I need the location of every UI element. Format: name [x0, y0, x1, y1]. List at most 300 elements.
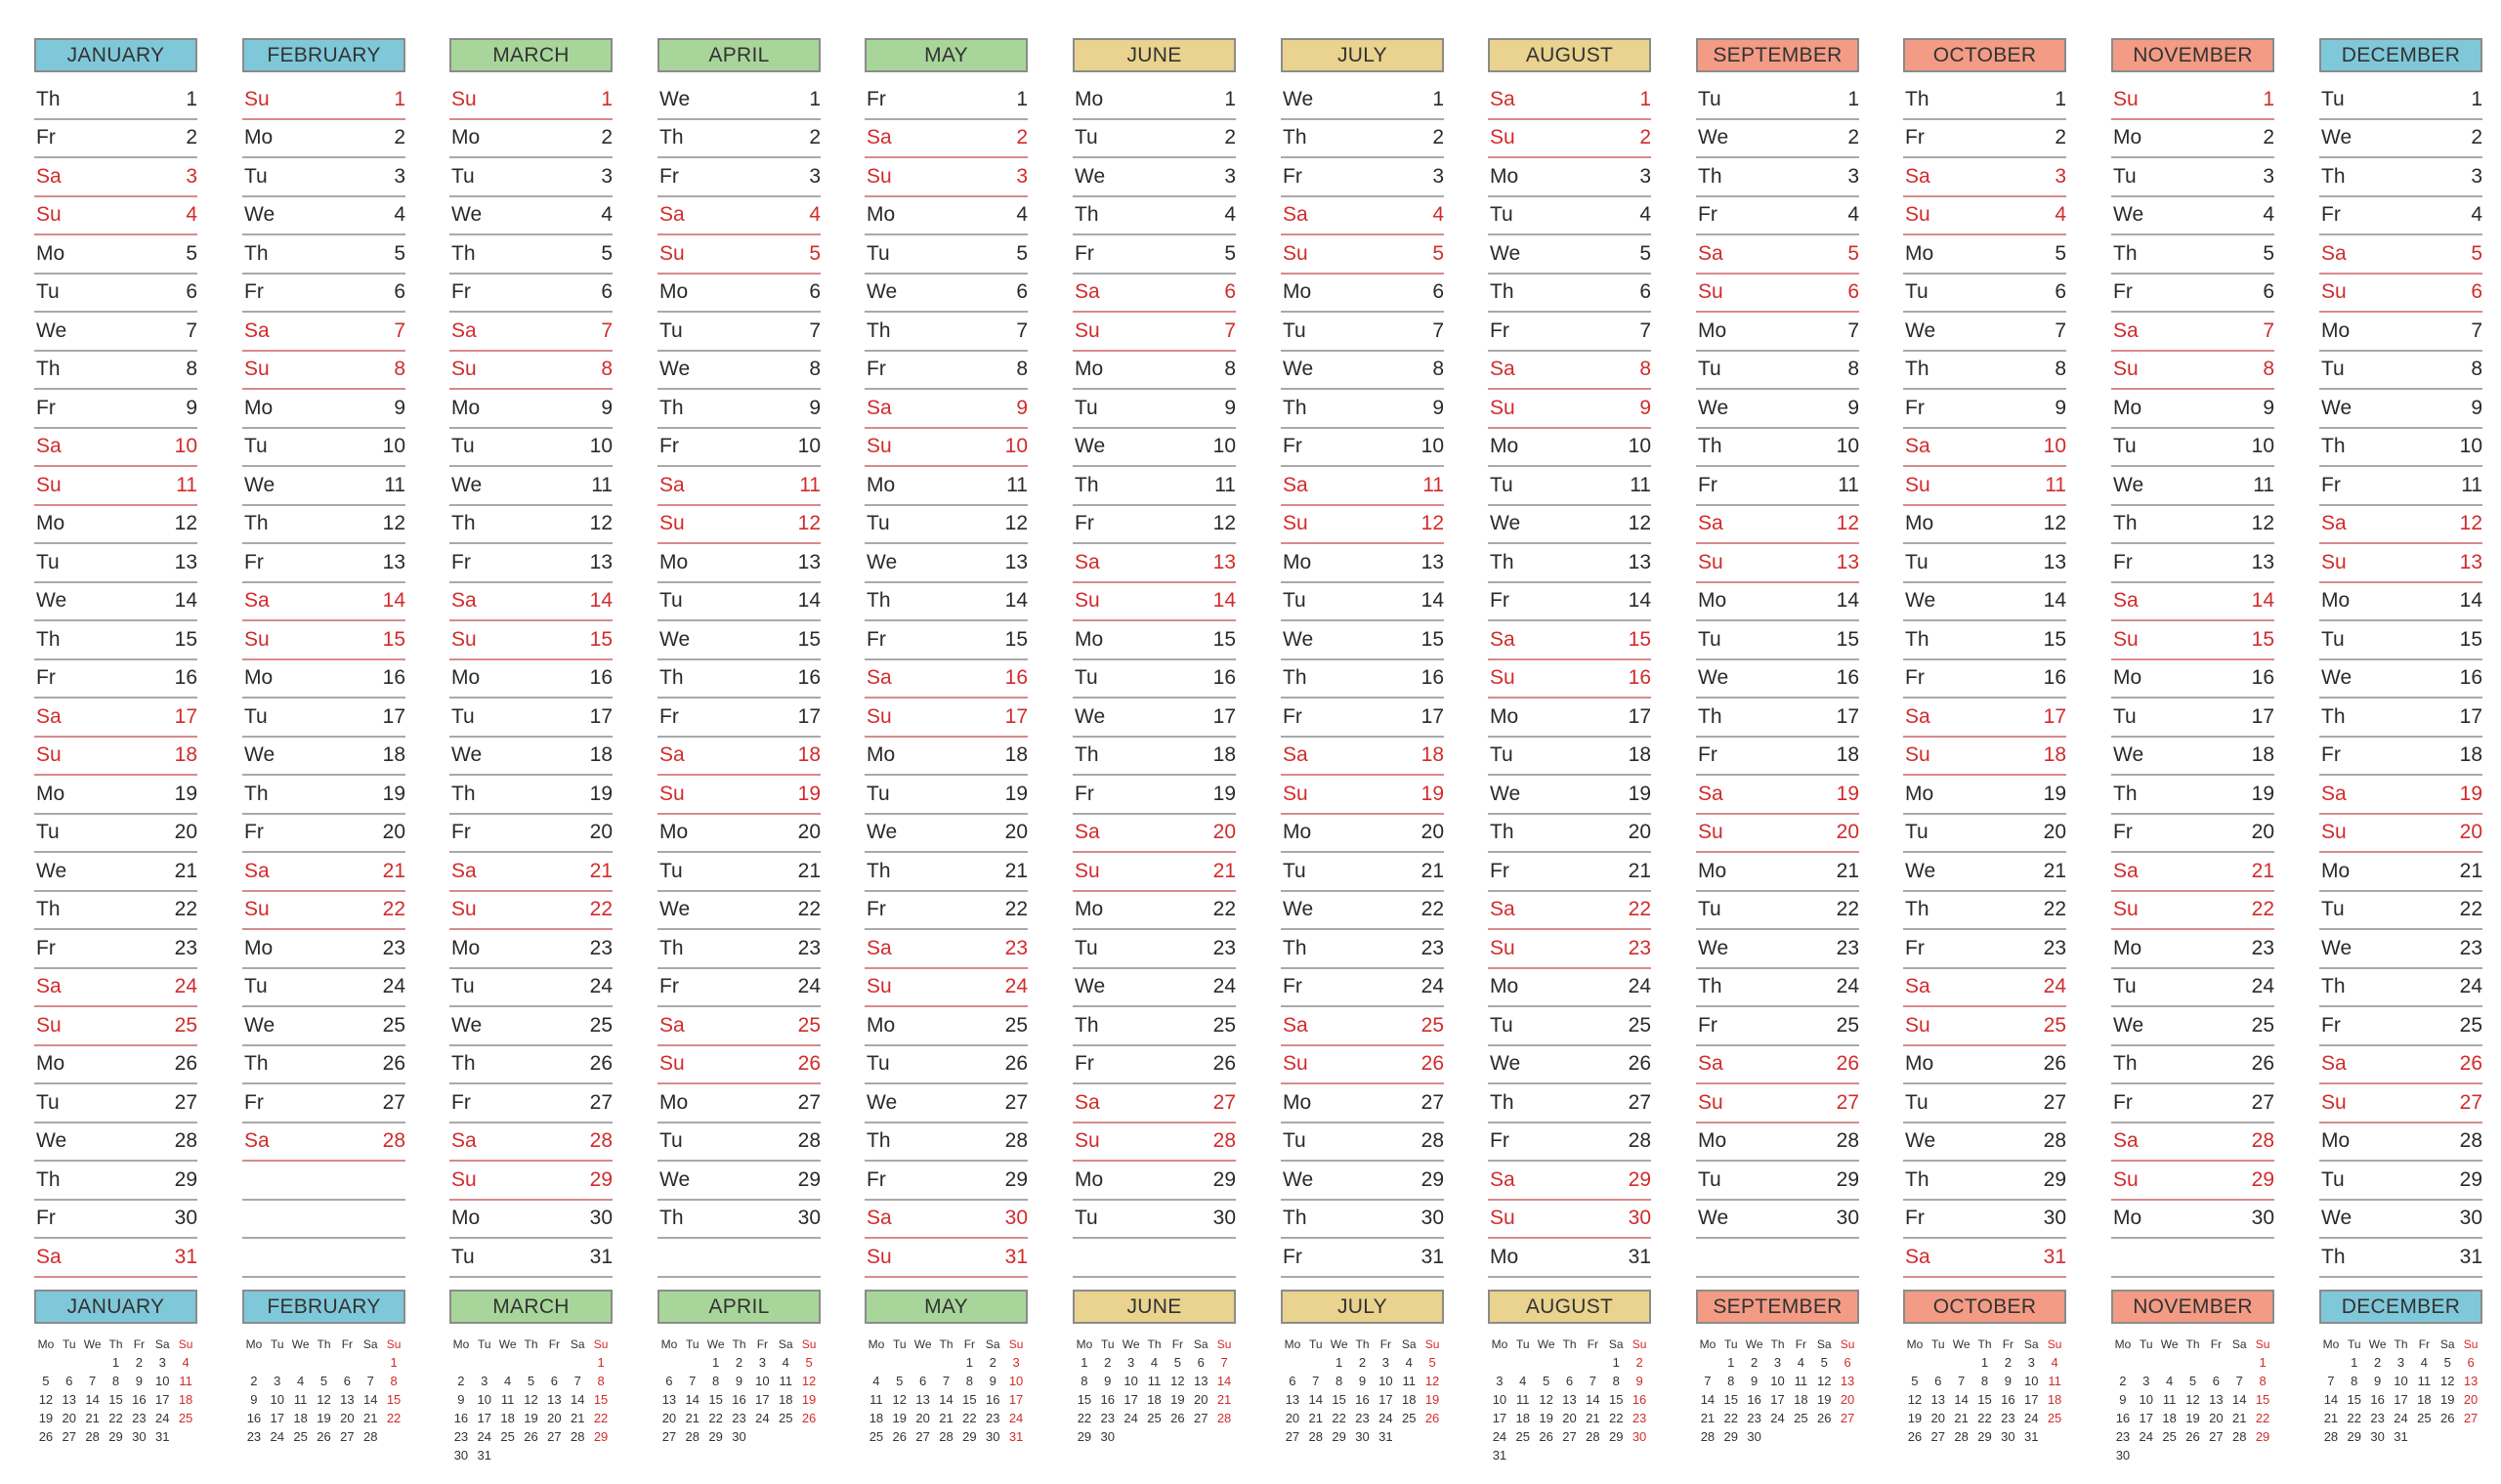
- day-number: 19: [1212, 782, 1236, 805]
- day-number: 10: [1420, 435, 1444, 458]
- weekday-label: Sa: [2113, 1129, 2139, 1153]
- mini-day: 18: [1794, 1392, 1808, 1407]
- weekday-header: Fr: [133, 1337, 146, 1351]
- mini-day: 16: [2115, 1411, 2131, 1425]
- day-number: 27: [2459, 1090, 2482, 1114]
- day-number: 23: [174, 936, 197, 959]
- mini-day: 7: [2235, 1374, 2243, 1388]
- mini-day: 28: [1216, 1411, 1232, 1425]
- day-number: 22: [1836, 898, 1859, 921]
- day-row: [2319, 506, 2482, 545]
- mini-day: 30: [985, 1429, 1000, 1444]
- mini-day: 1: [1612, 1355, 1620, 1370]
- day-number: 28: [2043, 1129, 2066, 1153]
- mini-day: 6: [2467, 1355, 2475, 1370]
- mini-day: 31: [154, 1429, 170, 1444]
- day-number: 12: [174, 512, 197, 535]
- day-row: [1903, 1084, 2066, 1124]
- weekday-label: Su: [36, 1013, 62, 1037]
- mini-day: 2: [1635, 1355, 1643, 1370]
- day-number: 24: [2251, 975, 2274, 998]
- day-row: [2111, 275, 2274, 314]
- weekday-label: We: [1075, 704, 1106, 728]
- day-row: [34, 81, 197, 120]
- mini-day: 1: [597, 1355, 605, 1370]
- mini-day: 18: [2417, 1392, 2432, 1407]
- weekday-label: Su: [1905, 743, 1930, 767]
- day-number: 13: [1004, 550, 1028, 573]
- mini-day: 26: [1539, 1429, 1553, 1444]
- day-number: 16: [1212, 666, 1236, 690]
- day-row: [657, 853, 821, 892]
- weekday-label: Sa: [2113, 859, 2139, 882]
- mini-day: 30: [1355, 1429, 1370, 1444]
- day-row: [865, 892, 1028, 931]
- day-number: 31: [1004, 1245, 1028, 1268]
- day-number: 23: [1004, 936, 1028, 959]
- mini-day: 16: [1632, 1392, 1647, 1407]
- weekday-header: Su: [801, 1337, 817, 1351]
- mini-day: 17: [477, 1411, 491, 1425]
- day-row: [657, 197, 821, 236]
- weekday-label: Sa: [1075, 280, 1100, 304]
- day-row: [1696, 1084, 1859, 1124]
- day-row: [1696, 583, 1859, 622]
- day-number: 22: [2043, 898, 2066, 921]
- mini-day: 23: [732, 1411, 746, 1425]
- weekday-label: Th: [867, 859, 891, 882]
- day-row: [2111, 699, 2274, 738]
- mini-day: 30: [2001, 1429, 2015, 1444]
- weekday-label: Mo: [1490, 164, 1519, 188]
- weekday-label: Th: [36, 627, 61, 651]
- day-number: 25: [1212, 1013, 1236, 1037]
- weekday-header: Mo: [452, 1337, 470, 1351]
- day-row: [1488, 429, 1651, 468]
- day-row: [865, 120, 1028, 159]
- mini-month-grid: [2111, 1337, 2274, 1463]
- day-row: [657, 583, 821, 622]
- weekday-label: Su: [1490, 396, 1515, 419]
- mini-day: 23: [1355, 1411, 1370, 1425]
- day-number: 14: [1628, 589, 1651, 613]
- weekday-header: Th: [2185, 1337, 2200, 1351]
- mini-day: 20: [2209, 1411, 2224, 1425]
- mini-day: 11: [500, 1392, 515, 1407]
- day-number: 18: [1836, 743, 1859, 767]
- day-number: 14: [1420, 589, 1444, 613]
- mini-day: 21: [85, 1411, 100, 1425]
- weekday-label: We: [1075, 164, 1106, 188]
- weekday-label: Su: [451, 87, 477, 110]
- mini-day: 24: [2139, 1429, 2153, 1444]
- weekday-label: Mo: [1905, 1052, 1934, 1076]
- day-row: [1073, 660, 1236, 700]
- weekday-header: Su: [593, 1337, 609, 1351]
- mini-day: 14: [362, 1392, 378, 1407]
- mini-day: 28: [1308, 1429, 1323, 1444]
- weekday-label: Tu: [1075, 1207, 1098, 1230]
- blank-cell: [865, 1355, 888, 1370]
- mini-day: 9: [989, 1374, 996, 1388]
- day-number: 20: [589, 821, 613, 844]
- weekday-label: Mo: [1283, 821, 1312, 844]
- day-number: 20: [1420, 821, 1444, 844]
- weekday-header: We: [2368, 1337, 2387, 1351]
- weekday-label: We: [1283, 87, 1314, 110]
- weekday-label: Su: [867, 164, 892, 188]
- weekday-label: Fr: [1905, 396, 1925, 419]
- mini-day: 24: [1008, 1411, 1024, 1425]
- mini-day: 19: [1539, 1411, 1553, 1425]
- day-number: 1: [809, 87, 821, 110]
- mini-day: 13: [62, 1392, 76, 1407]
- mini-day: 18: [2162, 1411, 2177, 1425]
- mini-day: 9: [457, 1392, 465, 1407]
- day-number: 18: [174, 743, 197, 767]
- month-header: JUNE: [1073, 38, 1236, 72]
- day-row: [449, 275, 613, 314]
- weekday-label: Sa: [244, 859, 270, 882]
- day-row: [449, 352, 613, 391]
- weekday-label: We: [867, 280, 898, 304]
- day-row: [657, 352, 821, 391]
- mini-month-header: MAY: [865, 1290, 1028, 1324]
- weekday-label: Fr: [1698, 203, 1717, 227]
- mini-day: 9: [1358, 1374, 1367, 1388]
- weekday-header: Th: [524, 1337, 538, 1351]
- mini-day: 21: [2323, 1411, 2339, 1425]
- day-number: 6: [1224, 280, 1236, 304]
- day-row: [1488, 235, 1651, 275]
- weekday-label: Mo: [1075, 1167, 1104, 1191]
- day-number: 7: [1224, 318, 1236, 342]
- weekday-label: Mo: [1075, 898, 1104, 921]
- day-number: 29: [1212, 1167, 1236, 1191]
- day-number: 8: [601, 358, 613, 381]
- weekday-label: Tu: [244, 704, 268, 728]
- day-row: [34, 275, 197, 314]
- day-row: [865, 1201, 1028, 1240]
- mini-day: 19: [1816, 1392, 1832, 1407]
- mini-day: 17: [1123, 1392, 1138, 1407]
- mini-day: 3: [481, 1374, 488, 1388]
- weekday-label: Tu: [1905, 280, 1929, 304]
- weekday-label: Mo: [1283, 1090, 1312, 1114]
- mini-day: 25: [2047, 1411, 2062, 1425]
- day-row: [1073, 313, 1236, 352]
- day-number: 12: [1836, 512, 1859, 535]
- day-row: [242, 352, 405, 391]
- day-number: 15: [1836, 627, 1859, 651]
- weekday-label: Mo: [2113, 126, 2142, 149]
- day-number: 4: [1224, 203, 1236, 227]
- weekday-label: Sa: [2321, 241, 2347, 265]
- day-number: 10: [2043, 435, 2066, 458]
- day-number: 1: [1847, 87, 1859, 110]
- day-number: 20: [797, 821, 821, 844]
- weekday-header: Fr: [2210, 1337, 2223, 1351]
- weekday-header: Mo: [2322, 1337, 2340, 1351]
- day-number: 20: [1836, 821, 1859, 844]
- mini-day: 18: [778, 1392, 793, 1407]
- weekday-label: We: [659, 627, 691, 651]
- day-number: 6: [2263, 280, 2274, 304]
- weekday-label: Mo: [244, 126, 274, 149]
- day-row: [865, 81, 1028, 120]
- day-number: 23: [1212, 936, 1236, 959]
- weekday-header: Su: [2255, 1337, 2270, 1351]
- weekday-label: We: [451, 203, 483, 227]
- day-row: [2319, 313, 2482, 352]
- day-number: 21: [2043, 859, 2066, 882]
- weekday-label: Fr: [659, 975, 679, 998]
- day-number: 7: [1016, 318, 1028, 342]
- mini-day: 26: [38, 1429, 54, 1444]
- mini-day: 15: [1977, 1392, 1992, 1407]
- weekday-label: Mo: [659, 821, 689, 844]
- day-number: 3: [186, 164, 197, 188]
- weekday-header: Sa: [1816, 1337, 1832, 1351]
- weekday-label: Tu: [1283, 1129, 1306, 1153]
- mini-day: 13: [2463, 1374, 2479, 1388]
- day-number: 27: [1004, 1090, 1028, 1114]
- day-number: 8: [1639, 358, 1651, 381]
- day-number: 20: [2043, 821, 2066, 844]
- day-list: [1696, 81, 1859, 1278]
- weekday-header: We: [706, 1337, 725, 1351]
- day-row: [1281, 853, 1444, 892]
- mini-day: 2: [2004, 1355, 2012, 1370]
- weekday-header: Su: [2047, 1337, 2062, 1351]
- weekday-label: Sa: [1698, 1052, 1723, 1076]
- weekday-header: Th: [1562, 1337, 1577, 1351]
- weekday-label: Th: [1283, 936, 1307, 959]
- mini-day: 18: [178, 1392, 193, 1407]
- day-row: [449, 506, 613, 545]
- weekday-header: Th: [1977, 1337, 1992, 1351]
- weekday-label: Sa: [1490, 87, 1515, 110]
- mini-day: 7: [1312, 1374, 1320, 1388]
- weekday-label: Th: [867, 589, 891, 613]
- day-row: [242, 699, 405, 738]
- day-row: [2319, 1201, 2482, 1240]
- weekday-label: Mo: [36, 512, 65, 535]
- day-number: 6: [1847, 280, 1859, 304]
- weekday-label: Tu: [451, 975, 475, 998]
- weekday-label: Sa: [244, 318, 270, 342]
- mini-day: 2: [1751, 1355, 1759, 1370]
- day-row: [657, 1046, 821, 1085]
- day-row: [2319, 1007, 2482, 1046]
- weekday-label: We: [659, 358, 691, 381]
- mini-day: 8: [597, 1374, 605, 1388]
- weekday-label: Fr: [36, 936, 56, 959]
- mini-day: 12: [1170, 1374, 1185, 1388]
- weekday-label: Su: [867, 435, 892, 458]
- day-row: [1488, 892, 1651, 931]
- day-row: [2319, 853, 2482, 892]
- day-number: 30: [1212, 1207, 1236, 1230]
- weekday-label: Th: [451, 782, 476, 805]
- day-number: 8: [394, 358, 405, 381]
- day-row: [865, 815, 1028, 854]
- mini-day: 3: [158, 1355, 166, 1370]
- mini-day: 21: [1954, 1411, 1969, 1425]
- day-list: [2111, 81, 2274, 1278]
- blank-cell: [566, 1355, 589, 1370]
- day-row: [34, 120, 197, 159]
- day-number: 31: [2043, 1245, 2066, 1268]
- mini-day: 26: [1170, 1411, 1185, 1425]
- day-number: 4: [601, 203, 613, 227]
- weekday-label: Su: [2321, 1090, 2347, 1114]
- weekday-label: Su: [244, 358, 270, 381]
- day-number: 15: [797, 627, 821, 651]
- weekday-header: We: [291, 1337, 310, 1351]
- weekday-label: Th: [36, 898, 61, 921]
- weekday-label: Th: [1490, 821, 1514, 844]
- day-number: 28: [1212, 1129, 1236, 1153]
- weekday-label: Mo: [451, 126, 481, 149]
- day-number: 11: [1214, 473, 1236, 496]
- mini-day: 11: [2162, 1392, 2177, 1407]
- day-number: 8: [1016, 358, 1028, 381]
- day-number: 18: [1004, 743, 1028, 767]
- weekday-label: Su: [1905, 473, 1930, 496]
- weekday-label: Sa: [36, 1245, 62, 1268]
- mini-day: 1: [712, 1355, 720, 1370]
- day-row: [1696, 544, 1859, 583]
- day-row: [1903, 429, 2066, 468]
- mini-day: 20: [661, 1411, 677, 1425]
- weekday-label: We: [867, 821, 898, 844]
- day-number: 30: [2043, 1207, 2066, 1230]
- mini-day: 12: [1816, 1374, 1832, 1388]
- day-number: 30: [1420, 1207, 1444, 1230]
- weekday-label: Sa: [1905, 164, 1930, 188]
- mini-day: 11: [2417, 1374, 2432, 1388]
- weekday-label: Th: [1905, 87, 1929, 110]
- weekday-label: Th: [1283, 126, 1307, 149]
- day-number: 4: [2055, 203, 2066, 227]
- weekday-label: Tu: [1905, 1090, 1929, 1114]
- day-number: 14: [2043, 589, 2066, 613]
- weekday-header: Mo: [37, 1337, 55, 1351]
- day-row: [2319, 583, 2482, 622]
- weekday-header: Fr: [1379, 1337, 1392, 1351]
- weekday-label: Su: [659, 241, 685, 265]
- day-row: [1903, 815, 2066, 854]
- day-number: 26: [1420, 1052, 1444, 1076]
- mini-day: 15: [1332, 1392, 1346, 1407]
- weekday-label: Sa: [1490, 627, 1515, 651]
- mini-day: 19: [1424, 1392, 1440, 1407]
- day-row: [1696, 853, 1859, 892]
- weekday-label: Su: [2113, 1167, 2139, 1191]
- day-number: 5: [186, 241, 197, 265]
- mini-day: 9: [2119, 1392, 2127, 1407]
- weekday-label: Tu: [2321, 358, 2345, 381]
- mini-day: 5: [1543, 1374, 1550, 1388]
- weekday-header: Su: [1008, 1337, 1024, 1351]
- mini-day: 6: [2212, 1374, 2220, 1388]
- day-number: 14: [1004, 589, 1028, 613]
- day-number: 3: [1224, 164, 1236, 188]
- day-number: 19: [589, 782, 613, 805]
- mini-month-grid: [449, 1337, 613, 1463]
- day-number: 2: [2263, 126, 2274, 149]
- day-row: [657, 313, 821, 352]
- weekday-header: We: [1952, 1337, 1971, 1351]
- mini-day: 20: [1840, 1392, 1855, 1407]
- mini-day: 30: [1632, 1429, 1647, 1444]
- blank-cell: [289, 1355, 313, 1370]
- mini-day: 17: [1770, 1392, 1785, 1407]
- weekday-header: Sa: [1193, 1337, 1208, 1351]
- day-row: [449, 313, 613, 352]
- mini-day: 4: [782, 1355, 789, 1370]
- mini-month-grid: [1488, 1337, 1651, 1463]
- mini-day: 3: [1773, 1355, 1782, 1370]
- day-number: 25: [797, 1013, 821, 1037]
- day-number: 7: [809, 318, 821, 342]
- day-number: 24: [1420, 975, 1444, 998]
- day-number: 17: [1628, 704, 1651, 728]
- weekday-header: Sa: [778, 1337, 793, 1351]
- day-row: [1073, 699, 1236, 738]
- day-row: [1073, 1162, 1236, 1201]
- mini-day: 12: [892, 1392, 907, 1407]
- weekday-label: Sa: [451, 318, 477, 342]
- weekday-label: Th: [2113, 782, 2138, 805]
- mini-month-september: [1696, 1290, 1859, 1444]
- day-number: 23: [1420, 936, 1444, 959]
- mini-day: 11: [869, 1392, 883, 1407]
- day-row: [1281, 1084, 1444, 1124]
- day-number: 3: [1016, 164, 1028, 188]
- day-row: [34, 892, 197, 931]
- mini-day: 12: [2185, 1392, 2200, 1407]
- mini-day: 29: [962, 1429, 977, 1444]
- weekday-label: Th: [1283, 396, 1307, 419]
- weekday-header: Su: [1632, 1337, 1647, 1351]
- mini-day: 29: [2255, 1429, 2270, 1444]
- weekday-header: Fr: [2418, 1337, 2431, 1351]
- day-number: 20: [2459, 821, 2482, 844]
- day-row: [1696, 81, 1859, 120]
- weekday-label: Th: [659, 666, 684, 690]
- weekday-label: Th: [1698, 704, 1722, 728]
- day-number: 5: [2471, 241, 2482, 265]
- day-number: 26: [1212, 1052, 1236, 1076]
- mini-day: 7: [2327, 1374, 2335, 1388]
- mini-day: 12: [2439, 1374, 2455, 1388]
- weekday-label: Fr: [1698, 473, 1717, 496]
- day-number: 25: [2459, 1013, 2482, 1037]
- mini-day: 3: [274, 1374, 281, 1388]
- day-number: 1: [394, 87, 405, 110]
- day-number: 24: [797, 975, 821, 998]
- weekday-label: Su: [451, 898, 477, 921]
- weekday-label: Mo: [1905, 782, 1934, 805]
- day-number: 22: [797, 898, 821, 921]
- weekday-label: Fr: [2321, 743, 2341, 767]
- mini-day: 2: [1358, 1355, 1367, 1370]
- day-row: [1903, 313, 2066, 352]
- mini-day: 16: [1747, 1392, 1761, 1407]
- mini-day: 11: [293, 1392, 308, 1407]
